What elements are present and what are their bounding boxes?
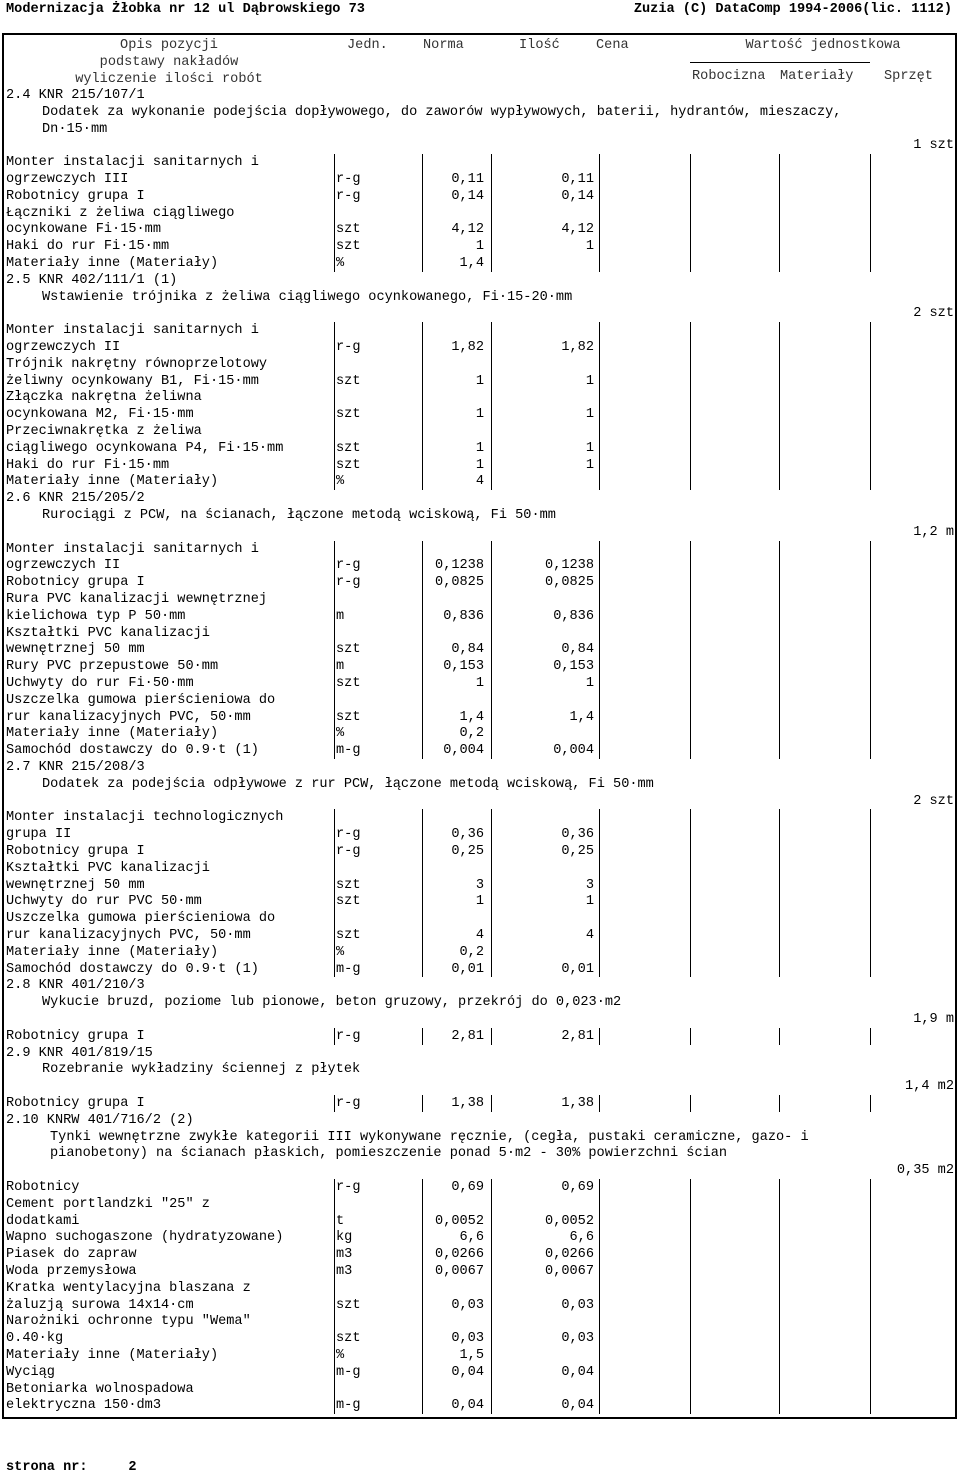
resource-norm: 1,4 [459,709,484,725]
column-divider [599,154,600,272]
resource-quantity: 0,04 [561,1398,594,1414]
resource-description: ogrzewczych III [6,172,129,187]
resource-description: Kształtki PVC kanalizacji [6,625,210,641]
resource-norm: 0,14 [451,188,484,204]
resource-quantity: 1,38 [561,1096,594,1111]
column-divider [334,1095,335,1112]
position-title: Tynki wewnętrzne zwykłe kategorii III wykonywane ręcznie, (cegła, pustaki ceramiczne, gazo- i [50,1129,809,1145]
resource-quantity: 1 [585,457,594,473]
resource-unit: r-g [336,340,361,355]
resource-quantity: 0,0067 [545,1264,594,1279]
resource-quantity: 0,01 [561,961,594,977]
column-divider [334,322,335,490]
position-title: Dodatek za wykonanie podejścia dopływowego, do zaworów wypływowych, baterii, hydrantów, mieszaczy, [42,104,842,120]
resource-quantity: 1 [585,407,594,423]
resource-unit: % [336,256,345,271]
resource-description: Monter instalacji technologicznych [6,810,284,826]
resource-quantity: 0,04 [561,1364,594,1380]
resource-unit: szt [336,877,361,893]
column-divider [870,541,871,759]
resource-description: ocynkowana M2, Fi·15·mm [6,407,194,423]
resource-norm: 1 [475,457,484,473]
resource-norm: 4 [475,928,484,943]
position-code: 2.10 KNRW 401/716/2 (2) [6,1112,194,1128]
resource-quantity: 1 [585,676,594,691]
column-divider [779,322,780,490]
position-code: 2.7 KNR 215/208/3 [6,760,145,775]
column-divider [491,809,492,977]
resource-unit: szt [336,676,361,691]
resource-description: Uszczelka gumowa pierścieniowa do [6,692,276,708]
column-divider [334,154,335,272]
resource-quantity [4,944,594,961]
resource-description: Rury PVC przepustowe 50·mm [6,659,219,675]
resource-unit: szt [336,239,361,255]
resource-description: Złączka nakrętna żeliwna [6,390,202,406]
resource-unit: szt [336,1331,361,1347]
resource-unit: r-g [336,558,361,574]
resource-norm: 1 [475,676,484,691]
resource-quantity: 1 [585,239,594,255]
position-amount: 1,2 m [913,524,954,540]
resource-unit: m3 [336,1247,353,1263]
resource-unit: kg [336,1230,353,1246]
resource-norm: 6,6 [459,1230,484,1246]
resource-description: Monter instalacji sanitarnych i [6,155,259,171]
resource-unit: r-g [336,827,361,843]
resource-description: Uchwyty do rur PVC 50·mm [6,894,202,910]
resource-unit: szt [336,457,361,473]
subheader-rule [690,62,870,63]
position-amount: 0,35 m2 [896,1163,954,1179]
column-divider [779,1179,780,1414]
resource-norm: 0,153 [443,659,484,675]
resource-description: Materiały inne (Materiały) [6,944,219,960]
col-unit-value: Wartość jednostkowa [745,38,901,53]
column-divider [779,541,780,759]
resource-description: ocynkowane Fi·15·mm [6,222,161,238]
column-divider [334,1179,335,1414]
resource-norm: 1 [475,894,484,910]
resource-unit: szt [336,373,361,389]
col-desc-1: Opis pozycji [120,38,218,53]
resource-description: 0.40·kg [6,1331,64,1347]
column-divider [334,541,335,759]
resource-unit: m-g [336,1398,361,1414]
resource-description: Materiały inne (Materiały) [6,256,219,271]
resource-description: Robotnicy grupa I [6,1028,145,1044]
resource-norm: 1,82 [451,340,484,355]
column-divider [779,1095,780,1112]
column-divider [690,1179,691,1414]
resource-quantity: 0,0052 [545,1213,594,1229]
column-divider [599,541,600,759]
resource-quantity: 3 [585,877,594,893]
resource-description: wewnętrznej 50 mm [6,642,145,658]
resource-description: Haki do rur Fi·15·mm [6,239,170,255]
resource-quantity: 1 [585,373,594,389]
resource-description: Haki do rur Fi·15·mm [6,457,170,473]
resource-description: Samochód dostawczy do 0.9·t (1) [6,961,259,977]
column-divider [599,1028,600,1045]
resource-quantity: 0,03 [561,1297,594,1313]
resource-description: ciągliwego ocynkowana P4, Fi·15·mm [6,440,284,456]
resource-quantity: 0,03 [561,1331,594,1347]
resource-norm: 1,38 [451,1096,484,1111]
column-divider [690,1028,691,1045]
column-divider [491,322,492,490]
resource-unit: t [336,1213,345,1229]
resource-quantity: 1 [585,894,594,910]
resource-unit: r-g [336,844,361,859]
column-divider [334,809,335,977]
resource-norm: 0,1238 [435,558,484,574]
column-divider [422,1179,423,1414]
resource-description: Materiały inne (Materiały) [6,1348,219,1363]
resource-description: ogrzewczych II [6,340,121,355]
resource-description: Wapno suchogaszone (hydratyzowane) [6,1230,284,1246]
resource-description: Woda przemysłowa [6,1264,137,1279]
resource-norm: 2,81 [451,1028,484,1044]
position-amount: 2 szt [913,793,954,809]
position-amount: 1,4 m2 [905,1079,954,1095]
col-desc-3: wyliczenie ilości robót [75,72,263,87]
resource-description: Kratka wentylacyjna blaszana z [6,1280,251,1296]
column-divider [422,541,423,759]
resource-unit: m-g [336,1364,361,1380]
resource-norm: 0,69 [451,1180,484,1195]
position-title: Dodatek za podejścia odpływowe z rur PCW, łączone metodą wciskową, Fi 50·mm [42,776,654,792]
resource-description: Cement portlandzki "25" z [6,1196,210,1212]
resource-norm: 0,11 [451,172,484,187]
page-number: 2 [128,1460,137,1475]
resource-norm: 0,2 [459,726,484,742]
resource-norm: 4,12 [451,222,484,238]
resource-unit: r-g [336,1028,361,1044]
resource-description: dodatkami [6,1213,80,1229]
resource-description: rur kanalizacyjnych PVC, 50·mm [6,928,251,943]
resource-unit: r-g [336,172,361,187]
resource-norm: 1 [475,407,484,423]
resource-quantity [4,473,594,490]
column-divider [599,322,600,490]
resource-norm: 0,0052 [435,1213,484,1229]
resource-norm: 0,03 [451,1297,484,1313]
position-title: Rurociągi z PCW, na ścianach, łączone metodą wciskową, Fi 50·mm [42,508,556,523]
column-divider [491,1028,492,1045]
resource-quantity: 0,836 [553,608,594,624]
position-code: 2.4 KNR 215/107/1 [6,88,145,103]
resource-unit: % [336,726,345,742]
column-divider [422,322,423,490]
resource-quantity: 0,36 [561,827,594,843]
resource-description: ogrzewczych II [6,558,121,574]
column-divider [870,1028,871,1045]
resource-unit: m-g [336,743,361,759]
resource-norm: 0,0266 [435,1247,484,1263]
resource-unit: % [336,944,345,960]
column-divider [599,809,600,977]
resource-norm: 0,84 [451,642,484,658]
resource-unit: r-g [336,575,361,591]
resource-description: Materiały inne (Materiały) [6,726,219,742]
resource-description: Łączniki z żeliwa ciągliwego [6,205,235,221]
col-labor: Robocizna [692,69,766,84]
resource-description: Uchwyty do rur Fi·50·mm [6,676,194,691]
column-divider [870,809,871,977]
column-divider [690,154,691,272]
resource-description: Przeciwnakrętka z żeliwa [6,424,202,439]
resource-norm: 0,04 [451,1398,484,1414]
software-credit: Zuzia (C) DataComp 1994-2006(lic. 1112) [633,2,952,17]
resource-unit: szt [336,1297,361,1313]
resource-unit: m [336,608,345,624]
resource-quantity: 1,82 [561,340,594,355]
resource-norm: 0,0067 [435,1264,484,1279]
resource-unit: r-g [336,188,361,204]
resource-quantity: 2,81 [561,1028,594,1044]
resource-quantity: 4 [585,928,594,943]
resource-norm: 0,04 [451,1364,484,1380]
resource-quantity: 0,1238 [545,558,594,574]
resource-quantity: 1,4 [569,709,594,725]
column-divider [422,154,423,272]
column-divider [690,322,691,490]
resource-description: kielichowa typ P 50·mm [6,608,186,624]
resource-unit: r-g [336,1096,361,1111]
position-amount: 1 szt [913,138,954,154]
resource-quantity: 6,6 [569,1230,594,1246]
resource-unit: szt [336,407,361,423]
column-divider [599,1179,600,1414]
column-divider [599,1095,600,1112]
resource-norm: 0,01 [451,961,484,977]
resource-description: Trójnik nakrętny równoprzelotowy [6,356,268,372]
column-divider [690,1095,691,1112]
resource-norm: 1 [475,440,484,456]
resource-quantity [4,725,594,742]
resource-quantity [4,255,594,272]
resource-description: Robotnicy grupa I [6,188,145,204]
col-equipment: Sprzęt [884,69,933,84]
col-qty: Ilość [519,38,560,53]
position-code: 2.8 KNR 401/210/3 [6,978,145,994]
resource-description: Samochód dostawczy do 0.9·t (1) [6,743,259,759]
position-title: Wstawienie trójnika z żeliwa ciągliwego ocynkowanego, Fi·15-20·mm [42,289,573,305]
resource-quantity: 1 [585,440,594,456]
resource-norm: 3 [475,877,484,893]
column-divider [491,1095,492,1112]
resource-norm: 0,836 [443,608,484,624]
resource-norm: 0,25 [451,844,484,859]
position-title: pianobetony) na ścianach płaskich, pomieszczenie ponad 5·m2 - 30% powierzchni ścian [50,1146,728,1162]
column-divider [870,1095,871,1112]
column-divider [870,154,871,272]
resource-quantity: 0,153 [553,659,594,675]
page-label: strona nr: [6,1460,88,1475]
position-code: 2.9 KNR 401/819/15 [6,1045,153,1061]
position-amount: 2 szt [913,306,954,322]
position-code: 2.6 KNR 215/205/2 [6,491,145,507]
resource-quantity: 0,69 [561,1180,594,1195]
column-divider [870,1179,871,1414]
resource-description: Robotnicy [6,1180,80,1195]
resource-quantity [4,1347,594,1364]
resource-description: Kształtki PVC kanalizacji [6,860,210,876]
column-divider [690,809,691,977]
column-divider [779,1028,780,1045]
resource-norm: 1,5 [459,1348,484,1363]
resource-quantity: 0,0825 [545,575,594,591]
resource-description: Narożniki ochronne typu "Wema" [6,1314,251,1330]
resource-unit: m3 [336,1264,353,1279]
resource-description: Robotnicy grupa I [6,844,145,859]
resource-description: żaluzją surowa 14x14·cm [6,1297,194,1313]
col-norm: Norma [423,38,464,53]
project-title: Modernizacja Żłobka nr 12 ul Dąbrowskiego 73 [6,2,365,17]
col-desc-2: podstawy nakładów [99,55,239,70]
resource-quantity: 0,004 [553,743,594,759]
resource-norm: 1 [475,373,484,389]
column-divider [779,154,780,272]
resource-description: grupa II [6,827,72,843]
resource-description: Robotnicy grupa I [6,575,145,591]
resource-unit: szt [336,440,361,456]
resource-description: Robotnicy grupa I [6,1096,145,1111]
resource-description: wewnętrznej 50 mm [6,877,145,893]
resource-description: Materiały inne (Materiały) [6,474,219,490]
position-amount: 1,9 m [913,1012,954,1027]
resource-description: Betoniarka wolnospadowa [6,1381,194,1397]
resource-norm: 0,004 [443,743,484,759]
resource-unit: szt [336,928,361,943]
resource-description: Monter instalacji sanitarnych i [6,541,259,557]
resource-description: elektryczna 150·dm3 [6,1398,161,1414]
resource-unit: szt [336,642,361,658]
resource-description: Wyciąg [6,1364,55,1380]
resource-description: Rura PVC kanalizacji wewnętrznej [6,592,268,607]
resource-quantity: 0,25 [561,844,594,859]
resource-norm: 0,0825 [435,575,484,591]
position-title: Dn·15·mm [42,121,108,137]
resource-quantity: 0,11 [561,172,594,187]
resource-unit: szt [336,894,361,910]
resource-unit: m-g [336,961,361,977]
resource-norm: 1,4 [459,256,484,271]
resource-unit: % [336,474,345,490]
position-title: Wykucie bruzd, poziome lub pionowe, beton gruzowy, przekrój do 0,023·m2 [42,995,622,1011]
resource-quantity: 0,0266 [545,1247,594,1263]
column-divider [422,809,423,977]
resource-unit: r-g [336,1180,361,1195]
column-divider [690,541,691,759]
resource-unit: szt [336,222,361,238]
cost-estimate-table [2,33,957,1419]
col-materials: Materiały [780,69,854,84]
resource-quantity: 0,84 [561,642,594,658]
resource-description: Monter instalacji sanitarnych i [6,323,259,339]
resource-norm: 0,03 [451,1331,484,1347]
resource-description: żeliwny ocynkowany B1, Fi·15·mm [6,373,259,389]
col-unit: Jedn. [347,38,388,53]
resource-norm: 0,2 [459,944,484,960]
resource-unit: % [336,1348,345,1363]
column-divider [422,1095,423,1112]
page-header [6,2,952,22]
column-divider [491,1179,492,1414]
resource-description: rur kanalizacyjnych PVC, 50·mm [6,709,251,725]
resource-quantity: 0,14 [561,188,594,204]
column-divider [779,809,780,977]
position-code: 2.5 KNR 402/111/1 (1) [6,272,178,288]
column-divider [334,1028,335,1045]
column-divider [422,1028,423,1045]
position-title: Rozebranie wykładziny ściennej z płytek [42,1062,361,1078]
column-divider [870,322,871,490]
resource-norm: 1 [475,239,484,255]
col-price: Cena [596,38,629,53]
resource-description: Uszczelka gumowa pierścieniowa do [6,911,276,927]
resource-norm: 0,36 [451,827,484,843]
resource-unit: m [336,659,345,675]
resource-norm: 4 [475,474,484,490]
resource-quantity: 4,12 [561,222,594,238]
column-divider [491,154,492,272]
resource-unit: szt [336,709,361,725]
column-divider [491,541,492,759]
resource-description: Piasek do zapraw [6,1247,137,1263]
